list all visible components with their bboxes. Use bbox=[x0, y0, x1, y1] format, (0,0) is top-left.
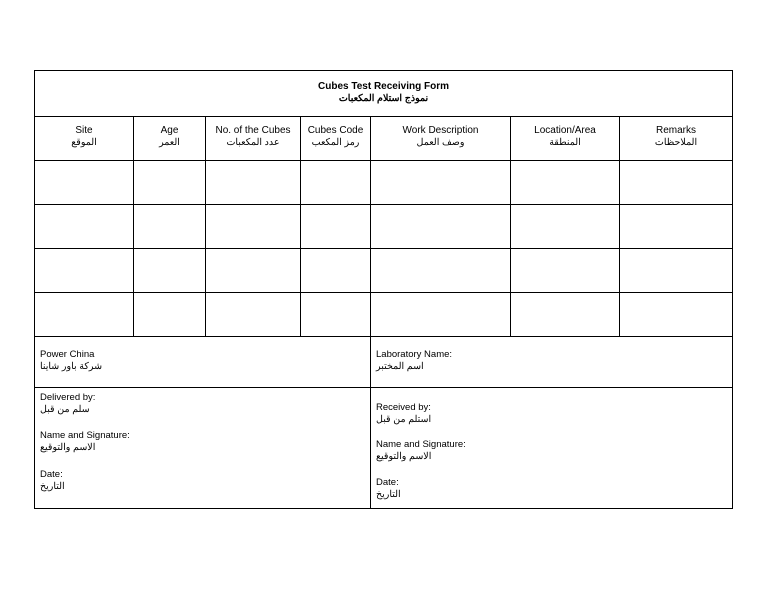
form-title-english: Cubes Test Receiving Form bbox=[318, 81, 449, 92]
no-of-cubes-cell[interactable] bbox=[206, 248, 301, 292]
laboratory-name-label-en: Laboratory Name: bbox=[376, 349, 453, 360]
delivered-date-label-en: Date: bbox=[40, 469, 63, 480]
age-cell[interactable] bbox=[134, 248, 206, 292]
form-title-arabic: نموذج استلام المكعبات bbox=[338, 93, 429, 104]
header-location-area-en: Location/Area bbox=[534, 125, 596, 136]
company-laboratory-row bbox=[35, 336, 732, 388]
site-cell[interactable] bbox=[35, 204, 134, 248]
table-header-row bbox=[35, 116, 732, 161]
header-work-description-ar: وصف العمل bbox=[416, 137, 465, 148]
received-name-signature-label-ar: الاسم والتوقيع bbox=[376, 451, 432, 462]
no-of-cubes-cell[interactable] bbox=[206, 204, 301, 248]
header-no-of-cubes bbox=[206, 116, 301, 160]
table-row bbox=[35, 248, 732, 293]
received-name-signature-label-en: Name and Signature: bbox=[376, 439, 466, 450]
site-cell[interactable] bbox=[35, 248, 134, 292]
header-site-en: Site bbox=[75, 125, 93, 136]
header-no-of-cubes-en: No. of the Cubes bbox=[215, 125, 291, 136]
cubes-test-receiving-form bbox=[34, 70, 733, 509]
header-no-of-cubes-ar: عدد المكعبات bbox=[226, 137, 280, 148]
age-cell[interactable] bbox=[134, 292, 206, 336]
remarks-cell[interactable] bbox=[620, 292, 732, 336]
header-cubes-code bbox=[301, 116, 371, 160]
work-description-cell[interactable] bbox=[371, 204, 511, 248]
age-cell[interactable] bbox=[134, 204, 206, 248]
location-area-cell[interactable] bbox=[511, 292, 620, 336]
header-age bbox=[134, 116, 206, 160]
header-work-description-en: Work Description bbox=[402, 125, 479, 136]
header-site bbox=[35, 116, 134, 160]
header-cubes-code-en: Cubes Code bbox=[307, 125, 364, 136]
no-of-cubes-cell[interactable] bbox=[206, 292, 301, 336]
header-age-en: Age bbox=[160, 125, 179, 136]
received-date-label-en: Date: bbox=[376, 477, 399, 488]
remarks-cell[interactable] bbox=[620, 204, 732, 248]
remarks-cell[interactable] bbox=[620, 160, 732, 204]
signature-row bbox=[35, 387, 732, 508]
header-work-description bbox=[371, 116, 511, 160]
cubes-code-cell[interactable] bbox=[301, 160, 371, 204]
work-description-cell[interactable] bbox=[371, 248, 511, 292]
header-remarks bbox=[620, 116, 732, 160]
delivered-name-signature-label-ar: الاسم والتوقيع bbox=[40, 442, 96, 453]
delivered-by-label-en: Delivered by: bbox=[40, 392, 96, 403]
table-row bbox=[35, 292, 732, 337]
laboratory-section[interactable] bbox=[371, 336, 732, 387]
site-cell[interactable] bbox=[35, 292, 134, 336]
delivered-date-label-ar: التاريخ bbox=[40, 481, 65, 492]
laboratory-name-label-ar: اسم المختبر bbox=[376, 361, 424, 372]
table-row bbox=[35, 160, 732, 205]
work-description-cell[interactable] bbox=[371, 160, 511, 204]
company-name-en: Power China bbox=[40, 349, 95, 360]
table-row bbox=[35, 204, 732, 249]
received-by-label-ar: استلم من قبل bbox=[376, 414, 432, 425]
received-date-label-ar: التاريخ bbox=[376, 489, 401, 500]
delivered-by-label-ar: سلم من قبل bbox=[40, 404, 90, 415]
location-area-cell[interactable] bbox=[511, 160, 620, 204]
location-area-cell[interactable] bbox=[511, 248, 620, 292]
remarks-cell[interactable] bbox=[620, 248, 732, 292]
form-title-row bbox=[35, 71, 732, 117]
company-section bbox=[35, 336, 371, 387]
delivered-section[interactable] bbox=[35, 387, 371, 508]
cubes-code-cell[interactable] bbox=[301, 248, 371, 292]
age-cell[interactable] bbox=[134, 160, 206, 204]
site-cell[interactable] bbox=[35, 160, 134, 204]
cubes-code-cell[interactable] bbox=[301, 204, 371, 248]
no-of-cubes-cell[interactable] bbox=[206, 160, 301, 204]
delivered-name-signature-label-en: Name and Signature: bbox=[40, 430, 130, 441]
cubes-code-cell[interactable] bbox=[301, 292, 371, 336]
header-cubes-code-ar: رمز المكعب bbox=[311, 137, 360, 148]
location-area-cell[interactable] bbox=[511, 204, 620, 248]
company-name-ar: شركة باور شاينا bbox=[40, 361, 103, 372]
header-location-area-ar: المنطقة bbox=[549, 137, 581, 148]
header-age-ar: العمر bbox=[159, 137, 180, 148]
received-by-label-en: Received by: bbox=[376, 402, 431, 413]
header-site-ar: الموقع bbox=[71, 137, 97, 148]
work-description-cell[interactable] bbox=[371, 292, 511, 336]
received-section[interactable] bbox=[371, 387, 732, 508]
header-remarks-ar: الملاحظات bbox=[654, 137, 698, 148]
header-location-area bbox=[511, 116, 620, 160]
header-remarks-en: Remarks bbox=[655, 125, 696, 136]
